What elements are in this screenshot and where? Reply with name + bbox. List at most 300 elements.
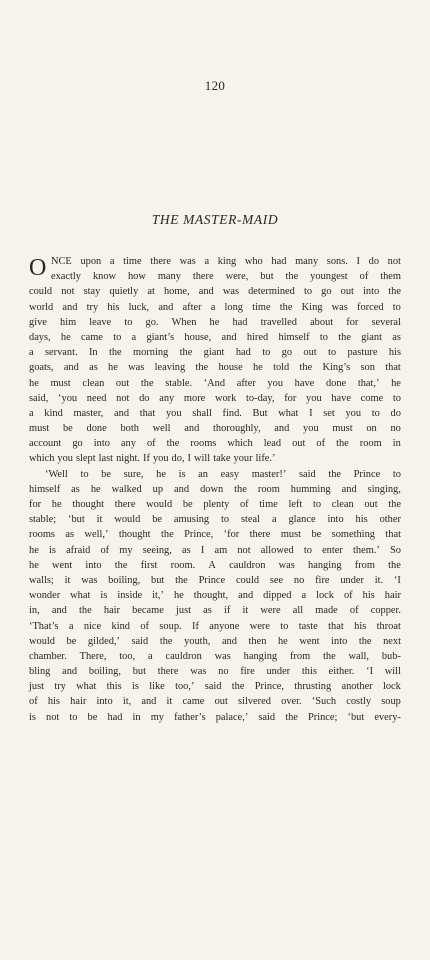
word: If: [192, 620, 199, 632]
word: either.: [328, 666, 355, 678]
word: your: [233, 453, 253, 465]
word: the: [388, 559, 401, 571]
word: his: [47, 696, 60, 708]
word: what: [76, 681, 97, 693]
word: it: [64, 574, 71, 586]
word: But: [252, 407, 268, 419]
word: no: [293, 574, 305, 586]
word: I: [200, 544, 205, 556]
word: well: [152, 423, 171, 435]
word: them.’: [353, 544, 380, 556]
word: came: [81, 331, 103, 343]
word: that: [139, 407, 156, 419]
word: set: [323, 407, 335, 419]
word: no: [218, 666, 229, 678]
word: first: [140, 559, 158, 571]
word: then: [248, 635, 267, 647]
word: as: [392, 331, 401, 343]
word: is: [178, 468, 186, 480]
word: Prince;: [307, 711, 338, 723]
word: many: [157, 271, 181, 283]
word: after: [236, 377, 256, 389]
word: there: [150, 256, 172, 267]
word: enter: [322, 544, 343, 556]
word: a: [301, 590, 307, 602]
word: he: [90, 483, 101, 495]
word: must: [280, 529, 302, 541]
word: exactly: [51, 271, 81, 283]
word: just: [29, 681, 45, 693]
drop-cap: O: [29, 255, 47, 281]
word: not: [46, 711, 60, 723]
word: kind: [111, 620, 130, 632]
word: night.: [116, 453, 141, 465]
word: into: [327, 514, 344, 526]
word: came: [182, 696, 205, 708]
word: that: [385, 529, 401, 541]
word: king: [217, 256, 237, 267]
word: his: [388, 347, 401, 359]
word: made: [315, 605, 338, 617]
word: to: [80, 468, 89, 480]
word: ‘for: [223, 529, 240, 541]
word: you: [165, 407, 182, 419]
word: hair: [70, 696, 87, 708]
text-line: [29, 421, 401, 436]
word: do: [390, 407, 401, 419]
word: must: [29, 423, 50, 435]
word: work: [214, 392, 237, 404]
word: on: [366, 423, 377, 435]
word: you: [267, 377, 284, 389]
word: the: [285, 711, 298, 723]
word: be: [66, 635, 77, 647]
word: a: [29, 407, 34, 419]
word: after: [182, 301, 202, 313]
word: and: [62, 666, 78, 678]
word: there: [192, 271, 214, 283]
word: himself: [278, 331, 310, 343]
word: to: [371, 407, 380, 419]
word: this: [106, 681, 122, 693]
word: soup: [381, 696, 401, 708]
word: himself: [29, 483, 61, 495]
text-line: [29, 451, 401, 466]
word: told: [273, 362, 290, 374]
word: of: [239, 499, 249, 510]
word: he: [29, 377, 39, 389]
word: Prince,: [254, 681, 284, 693]
word: I: [309, 407, 313, 419]
word: other: [379, 514, 401, 526]
word: as: [89, 362, 98, 374]
word: amusing: [173, 514, 210, 526]
word: next: [383, 635, 401, 647]
word: ‘And: [203, 377, 226, 389]
word: ‘I: [366, 666, 374, 678]
text-line: [29, 497, 401, 512]
word: more: [183, 392, 206, 404]
word: not: [61, 286, 75, 298]
word: he: [29, 559, 39, 571]
word: it: [166, 696, 173, 708]
word: out: [303, 347, 317, 359]
word: throat: [376, 620, 401, 632]
word: he: [173, 590, 184, 602]
word: hired: [246, 331, 269, 343]
word: no: [390, 423, 401, 435]
text-line: [29, 284, 401, 299]
word: too,: [119, 650, 136, 662]
word: which: [227, 438, 253, 450]
word: King’s: [322, 362, 351, 374]
word: but: [132, 666, 146, 678]
word: had: [235, 347, 251, 359]
word: lock: [382, 681, 401, 693]
word: walls;: [29, 574, 54, 586]
word: Prince: [353, 468, 381, 480]
word: for: [29, 499, 42, 510]
word: of: [343, 590, 353, 602]
word: life.’: [255, 453, 276, 465]
word: to: [328, 347, 337, 359]
word: my: [150, 711, 164, 723]
word: and: [274, 423, 290, 435]
word: done: [325, 377, 347, 389]
word: to: [312, 499, 322, 510]
word: all: [292, 605, 304, 617]
word: he: [29, 544, 39, 556]
word: out: [340, 286, 354, 298]
word: as: [182, 544, 191, 556]
text-line: [29, 573, 401, 588]
word: the: [231, 681, 245, 693]
word: was: [214, 650, 231, 662]
word: said: [131, 635, 149, 647]
word: last: [98, 453, 114, 465]
word: of: [359, 271, 369, 283]
word: youth,: [184, 635, 211, 647]
word: would: [146, 499, 173, 510]
word: clean: [331, 499, 354, 510]
word: of: [29, 696, 38, 708]
word: became: [132, 605, 164, 617]
word: goats,: [29, 362, 54, 374]
word: was: [128, 362, 145, 374]
word: a: [68, 620, 74, 632]
word: just: [176, 605, 192, 617]
word: to: [124, 316, 133, 328]
text-line: [29, 300, 401, 315]
word: my: [119, 544, 133, 556]
word: was: [190, 666, 207, 678]
word: Prince,: [184, 529, 214, 541]
text-line: [29, 588, 401, 603]
word: said: [258, 711, 276, 723]
text-line: [29, 634, 401, 649]
word: into: [363, 286, 380, 298]
word: said: [204, 681, 222, 693]
word: be: [311, 529, 322, 541]
word: will: [194, 453, 211, 465]
word: several: [371, 316, 401, 328]
word: know: [92, 271, 117, 283]
word: into: [331, 635, 348, 647]
word: a: [204, 256, 210, 267]
word: how: [127, 271, 146, 283]
word: he: [391, 377, 401, 389]
word: thrusting: [294, 681, 332, 693]
word: house: [218, 362, 243, 374]
text-line: [29, 254, 401, 269]
chapter-title: THE MASTER-MAID: [151, 212, 279, 227]
word: anyone: [209, 620, 240, 632]
word: out: [292, 438, 306, 450]
word: he: [60, 331, 71, 343]
word: I: [356, 256, 360, 267]
word: and: [184, 423, 200, 435]
word: any: [159, 392, 175, 404]
word: his: [355, 514, 368, 526]
word: be: [182, 499, 193, 510]
word: not: [116, 392, 130, 404]
word: had: [232, 316, 248, 328]
text-line: [29, 619, 401, 634]
word: see: [269, 574, 284, 586]
word: seeing,: [142, 544, 172, 556]
word: cauldron: [229, 559, 266, 571]
word: find.: [222, 407, 242, 419]
word: a: [210, 301, 216, 313]
word: afraid: [66, 544, 91, 556]
word: had: [271, 256, 287, 267]
word: and: [51, 605, 67, 617]
word: go: [321, 286, 332, 298]
word: room: [257, 483, 280, 495]
word: try: [54, 681, 66, 693]
word: palace,’: [215, 711, 249, 723]
word: is: [100, 590, 108, 602]
word: luck,: [128, 301, 150, 313]
text-line: [29, 315, 401, 330]
word: the: [336, 438, 349, 450]
word: which: [29, 453, 55, 465]
word: giant: [361, 331, 382, 343]
word: something: [331, 529, 375, 541]
word: lead: [263, 438, 282, 450]
word: to: [392, 392, 401, 404]
text-line: [29, 603, 401, 618]
word: ‘but: [68, 514, 85, 526]
word: wonder: [29, 590, 61, 602]
word: and: [114, 407, 130, 419]
word: house,: [184, 331, 212, 343]
word: to: [280, 620, 289, 632]
word: the: [160, 529, 174, 541]
word: a: [148, 650, 153, 662]
word: but: [151, 574, 165, 586]
word: bling: [29, 666, 51, 678]
text-line: [29, 512, 401, 527]
text-line: [29, 330, 401, 345]
word: was: [81, 574, 98, 586]
word: Prince: [198, 574, 226, 586]
word: costly: [346, 696, 372, 708]
word: father’s: [174, 711, 206, 723]
word: fire: [315, 574, 330, 586]
word: to: [69, 711, 78, 723]
word: what: [70, 590, 91, 602]
word: and: [341, 483, 357, 495]
word: of: [316, 438, 326, 450]
word: long: [224, 301, 243, 313]
word: of: [349, 605, 359, 617]
word: is: [29, 711, 36, 723]
word: the: [338, 331, 351, 343]
word: too,’: [175, 681, 195, 693]
word: the: [78, 605, 92, 617]
word: of: [146, 438, 156, 450]
word: the: [108, 347, 122, 359]
word: left: [288, 499, 303, 510]
word: would: [29, 635, 55, 647]
text-line: [29, 558, 401, 573]
word: King: [301, 301, 323, 313]
word: be: [62, 423, 73, 435]
word: them: [380, 271, 401, 283]
word: be: [101, 468, 111, 480]
word: in,: [29, 605, 40, 617]
word: it: [242, 605, 249, 617]
word: ‘you: [58, 392, 78, 404]
word: to: [303, 286, 313, 298]
word: inside: [117, 590, 143, 602]
word: to: [113, 331, 122, 343]
word: go: [72, 438, 83, 450]
word: thought,: [193, 590, 229, 602]
word: a: [131, 331, 137, 343]
word: do: [139, 392, 150, 404]
word: many: [295, 256, 319, 267]
word: rooms: [29, 529, 55, 541]
word: soup.: [159, 620, 182, 632]
word: home,: [163, 286, 190, 298]
word: have: [331, 392, 351, 404]
word: went: [52, 559, 73, 571]
text-line: [29, 269, 401, 284]
word: like: [149, 681, 165, 693]
word: as: [71, 483, 80, 495]
word: there: [249, 529, 271, 541]
word: time: [259, 499, 278, 510]
word: and: [221, 331, 237, 343]
word: will: [384, 666, 401, 678]
word: chamber.: [29, 650, 67, 662]
word: the: [328, 468, 342, 480]
word: to: [303, 544, 312, 556]
word: the: [234, 483, 247, 495]
word: and: [174, 483, 190, 495]
word: servant.: [44, 347, 78, 359]
word: but: [260, 271, 274, 283]
word: must: [50, 377, 71, 389]
word: as: [65, 529, 75, 541]
word: sons.: [326, 256, 348, 267]
word: clean: [82, 377, 105, 389]
word: he: [252, 362, 263, 374]
word: you: [57, 453, 73, 465]
word: the: [285, 271, 299, 283]
word: and: [158, 301, 174, 313]
word: of: [140, 620, 150, 632]
word: you: [345, 407, 362, 419]
word: account: [29, 438, 62, 450]
word: A: [208, 559, 216, 571]
word: lock: [316, 590, 334, 602]
word: were: [260, 605, 281, 617]
word: that,’: [357, 377, 380, 389]
word: master,: [73, 407, 104, 419]
word: slept: [76, 453, 96, 465]
word: There,: [79, 650, 107, 662]
word: was: [179, 256, 196, 267]
word: So: [390, 544, 401, 556]
word: in: [392, 438, 401, 450]
word: hanging: [243, 650, 278, 662]
word: is: [48, 544, 56, 556]
word: out: [214, 696, 228, 708]
word: do: [368, 256, 380, 267]
word: the: [179, 347, 193, 359]
word: leave: [89, 316, 112, 328]
word: forced: [356, 301, 384, 313]
word: thought: [118, 529, 151, 541]
word: any: [120, 438, 136, 450]
word: room: [359, 438, 382, 450]
word: taste: [298, 620, 318, 632]
word: be: [87, 711, 98, 723]
word: said: [298, 468, 316, 480]
word: could: [235, 574, 260, 586]
word: silvered: [238, 696, 271, 708]
text-line: [29, 482, 401, 497]
word: pasture: [347, 347, 378, 359]
word: an: [198, 468, 208, 480]
word: hair: [384, 590, 401, 602]
word: for: [284, 392, 297, 404]
word: and: [238, 590, 254, 602]
word: hair: [103, 605, 120, 617]
word: rooms: [190, 438, 217, 450]
word: him: [60, 316, 77, 328]
word: glance: [288, 514, 316, 526]
word: singing,: [367, 483, 401, 495]
word: at: [147, 286, 155, 298]
word: stable.: [165, 377, 193, 389]
text-line: [29, 345, 401, 360]
word: he: [51, 499, 62, 510]
word: from: [289, 650, 311, 662]
text-line: [29, 376, 401, 391]
word: and: [63, 362, 79, 374]
word: bub-: [381, 650, 401, 662]
word: the: [114, 559, 128, 571]
word: go: [281, 347, 293, 359]
word: leaving: [154, 362, 186, 374]
word: boiling,: [88, 666, 121, 678]
word: the: [166, 438, 180, 450]
word: his: [354, 620, 367, 632]
